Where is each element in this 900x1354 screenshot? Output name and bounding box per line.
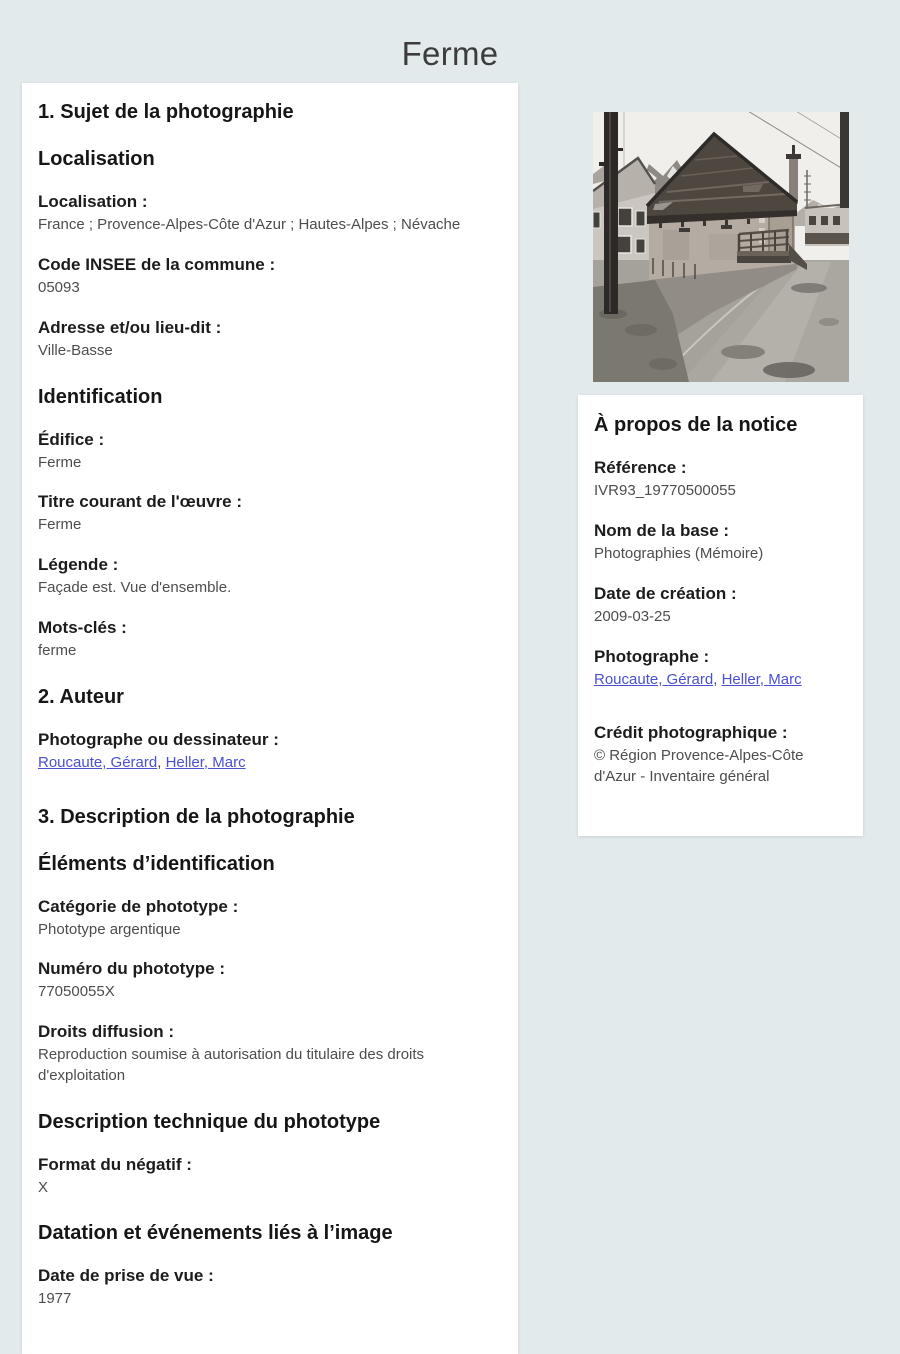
field — [38, 896, 502, 941]
field-label: Légende : — [38, 555, 119, 575]
field-value: Phototype argentique — [38, 920, 181, 938]
author-link[interactable]: Heller, Marc — [165, 753, 246, 771]
section-heading: 3. Description de la photographie — [38, 805, 355, 828]
subsection-heading: Identification — [38, 385, 163, 408]
notice-photo[interactable] — [593, 112, 849, 382]
author-link[interactable]: Roucaute, Gérard — [594, 670, 714, 688]
field-label: Référence : — [594, 458, 687, 478]
field — [38, 1154, 502, 1199]
field-value: Reproduction soumise à autorisation du titulaire des droits d'exploitation — [38, 1046, 425, 1084]
section-heading: 2. Auteur — [38, 685, 124, 708]
field — [38, 491, 502, 536]
field — [38, 317, 502, 362]
field-label: Adresse et/ou lieu-dit : — [38, 317, 222, 337]
field-label: Catégorie de phototype : — [38, 896, 239, 916]
field-value: Photographies (Mémoire) — [594, 545, 764, 563]
content-row — [22, 83, 900, 1354]
field — [38, 1021, 502, 1086]
field-value: 05093 — [38, 279, 80, 297]
about-card-title: À propos de la notice — [594, 414, 798, 437]
farm-photo-illustration — [593, 112, 849, 382]
field-value: 1977 — [38, 1290, 72, 1308]
field — [38, 617, 502, 662]
field-value: Ville-Basse — [38, 341, 113, 359]
field — [594, 646, 847, 691]
field — [594, 722, 847, 787]
subsection-heading: Localisation — [38, 148, 155, 171]
subsection-heading: Éléments d’identification — [38, 852, 275, 875]
field-value: IVR93_19770500055 — [594, 482, 736, 500]
field-label: Numéro du phototype : — [38, 959, 225, 979]
field — [38, 254, 502, 299]
field-label: Date de création : — [594, 583, 737, 603]
notice-card — [22, 83, 518, 1354]
field — [38, 554, 502, 599]
subsection-heading: Datation et événements liés à l’image — [38, 1222, 393, 1245]
field — [594, 457, 847, 502]
field — [38, 729, 502, 774]
field-label: Date de prise de vue : — [38, 1266, 214, 1286]
about-fields — [594, 457, 847, 788]
section-heading: 1. Sujet de la photographie — [38, 101, 294, 124]
author-link[interactable]: Roucaute, Gérard — [38, 753, 158, 771]
field-label: Format du négatif : — [38, 1154, 192, 1174]
author-link[interactable]: Heller, Marc — [721, 670, 802, 688]
sidebar — [578, 83, 863, 836]
field-value: 77050055X — [38, 983, 115, 1001]
field-value: © Région Provence-Alpes-Côte d'Azur - Inventaire général — [594, 747, 804, 786]
field — [594, 520, 847, 565]
field-label: Nom de la base : — [594, 521, 730, 541]
field-label: Code INSEE de la commune : — [38, 255, 276, 275]
field — [38, 191, 502, 236]
field-value: Ferme — [38, 453, 82, 471]
field-value: Roucaute, Gérard, Heller, Marc — [38, 753, 246, 771]
field — [38, 1265, 502, 1310]
field-label: Édifice : — [38, 429, 105, 449]
field — [38, 429, 502, 474]
subsection-heading: Description technique du phototype — [38, 1110, 381, 1133]
field-value: ferme — [38, 642, 77, 660]
field-label: Mots-clés : — [38, 617, 127, 637]
field-value: France ; Provence-Alpes-Côte d'Azur ; Hautes-Alpes ; Névache — [38, 216, 461, 234]
field-value: Façade est. Vue d'ensemble. — [38, 579, 232, 597]
field-label: Droits diffusion : — [38, 1022, 174, 1042]
field-label: Photographe ou dessinateur : — [38, 729, 279, 749]
field-value: X — [38, 1178, 49, 1196]
field-label: Localisation : — [38, 192, 148, 212]
field-value: 2009-03-25 — [594, 607, 671, 625]
field-label: Crédit photographique : — [594, 723, 788, 743]
field-label: Photographe : — [594, 646, 710, 666]
field — [38, 958, 502, 1003]
field-value: Ferme — [38, 516, 82, 534]
page-title: Ferme — [401, 35, 499, 72]
field-value: Roucaute, Gérard, Heller, Marc — [594, 670, 802, 688]
field — [594, 583, 847, 628]
field-label: Titre courant de l'œuvre : — [38, 492, 242, 512]
about-card — [578, 395, 863, 836]
